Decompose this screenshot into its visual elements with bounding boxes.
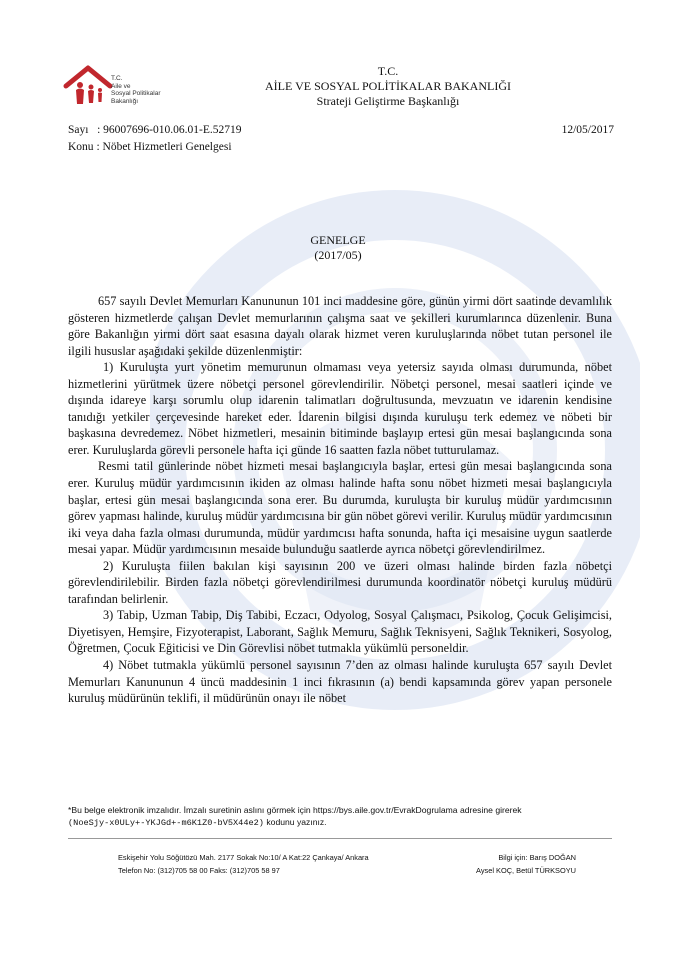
e-signature-note bbox=[68, 804, 612, 829]
letterhead bbox=[150, 64, 626, 109]
footer-address: Eskişehir Yolu Söğütözü Mah. 2177 Sokak No:10/ A Kat:22 Çankaya/ Ankara bbox=[118, 853, 369, 862]
footer-divider bbox=[68, 838, 612, 839]
footnote-line-2-text: kodunu yazınız. bbox=[263, 817, 327, 827]
footer-staff: Aysel KOÇ, Betül TÜRKSOYU bbox=[476, 866, 576, 875]
paragraph: Resmi tatil günlerinde nöbet hizmeti mesai başlangıcıyla başlar, ertesi gün mesai başlangıcında sona erer. Kuruluş müdür yardımcısının ikiden az olması halinde hafta sonu nöbet hizmeti mesai başlangıcıyla başlar, ertesi gün mesai başlangıcında sona erer. Bu durumda, kuruluşta bir kuruluş müdür yardımcısının görev yapması halinde, kuruluş müdür yardımcısına bir gün nöbet görevi verilir. Kuruluş müdür yardımcısının iki veya daha fazla olması durumunda, müdür yardımcısı hafta sonunda, hafta içi mesaisine uygun saatlerde mesai yapar. Müdür yardımcısının mesaide bulunduğu saatlerde ayrıca nöbetçi görevlendirilmez. bbox=[68, 459, 612, 557]
paragraph: 3) Tabip, Uzman Tabip, Diş Tabibi, Eczacı, Odyolog, Sosyal Çalışmacı, Psikolog, Çocuk Gelişimcisi, Diyetisyen, Hemşire, Fizyoterapist, Laborant, Sağlık Memuru, Sağlık Teknisyeni, Sağlık Teknikeri, Sosyolog, Öğretmen, Çocuk Eğiticisi ve Din Görevlisi nöbet tutmakla yükümlü personeldir. bbox=[68, 608, 612, 656]
footnote-line-1: *Bu belge elektronik imzalıdır. İmzalı suretinin aslını görmek için https://bys.aile.gov.tr/EvrakDogrulama adresine girerek bbox=[68, 805, 522, 815]
title-genelge: GENELGE bbox=[310, 233, 366, 247]
verification-code: (NoeSjy-x0ULy+-YKJGd+-m6K1Z0-bV5X44e2) bbox=[68, 818, 264, 828]
footer-contact bbox=[118, 851, 369, 877]
circular-title bbox=[0, 233, 676, 263]
footnote-line-2 bbox=[68, 816, 612, 829]
footer-phone: Telefon No: (312)705 58 00 Faks: (312)705 58 97 bbox=[118, 866, 280, 875]
paragraph: 657 sayılı Devlet Memurları Kanununun 101 inci maddesine göre, günün yirmi dört saatinde devamlılık gösteren hizmetlerde çalışan Devlet memurlarının çalışma saat ve şekilleri kurumlarınca düzenlenir. Buna göre Bakanlığın yirmi dört saat esasına dayalı olarak hizmet veren kuruluşlarında nöbet tutan personel ile ilgili hususlar aşağıdaki şekilde düzenlenmiştir: bbox=[68, 294, 612, 358]
konu-field: Konu : Nöbet Hizmetleri Genelgesi bbox=[68, 141, 232, 153]
footer-info bbox=[476, 851, 576, 877]
paragraph: 1) Kuruluşta yurt yönetim memurunun olmaması veya yetersiz sayıda olması durumunda, nöbet hizmetlerini yürütmek üzere nöbetçi personel görevlendirilir. Nöbetçi personel, mesai saatleri içinde ve dışında idareye karşı sorumlu olup idarenin talimatları doğrultusunda, mevzuatın ve idarenin kendisine tanıdığı yetkiler çerçevesinde hareket eder. İdarenin bilgisi dışında kuruluşu terk edemez ve nöbeti bir başkasına devredemez. Nöbet hizmetleri, mesainin bitiminde başlayıp ertesi gün mesai başlangıcında sona erer. Kuruluşlarda görevli personele hafta içi günde 16 saatten fazla nöbet tutturulamaz. bbox=[68, 360, 612, 457]
letterhead-ministry: AİLE VE SOSYAL POLİTİKALAR BAKANLIĞI bbox=[265, 79, 511, 93]
sayi-value: 96007696-010.06.01-E.52719 bbox=[103, 124, 242, 136]
logo-line: Aile ve bbox=[111, 82, 131, 90]
footer-info-contact: Bilgi için: Barış DOĞAN bbox=[498, 853, 576, 862]
letterhead-department: Strateji Geliştirme Başkanlığı bbox=[316, 94, 460, 108]
document-date: 12/05/2017 bbox=[561, 124, 614, 136]
sayi-field: Sayı : 96007696-010.06.01-E.52719 bbox=[68, 124, 242, 136]
title-number: (2017/05) bbox=[314, 248, 362, 262]
paragraph: 4) Nöbet tutmakla yükümlü personel sayısının 7’den az olması halinde kuruluşta 657 sayılı Devlet Memurları Kanununun 4 üncü maddesinin 1 inci fıkrasının (a) bendi kapsamında görev yapan personele kuruluş müdürünün teklifi, il müdürünün onayı ile nöbet bbox=[68, 658, 612, 706]
konu-label: Konu bbox=[68, 141, 94, 153]
sayi-label: Sayı bbox=[68, 124, 89, 136]
logo-line: Sosyal Politikalar bbox=[111, 90, 161, 97]
logo-line: Bakanlığı bbox=[111, 97, 139, 105]
konu-value: Nöbet Hizmetleri Genelgesi bbox=[102, 141, 232, 153]
page-footer bbox=[118, 851, 576, 877]
circular-body bbox=[68, 293, 612, 707]
logo-line: T.C. bbox=[111, 75, 123, 82]
document-meta bbox=[68, 124, 614, 158]
letterhead-tc: T.C. bbox=[377, 64, 399, 78]
paragraph: 2) Kuruluşta fiilen bakılan kişi sayısının 200 ve üzeri olması halinde birden fazla nöbetçi görevlendirilebilir. Birden fazla nöbetçi görevlendirilmesi durumunda koordinatör nöbetçi kuruluş müdürü tarafından belirlenir. bbox=[68, 558, 612, 606]
